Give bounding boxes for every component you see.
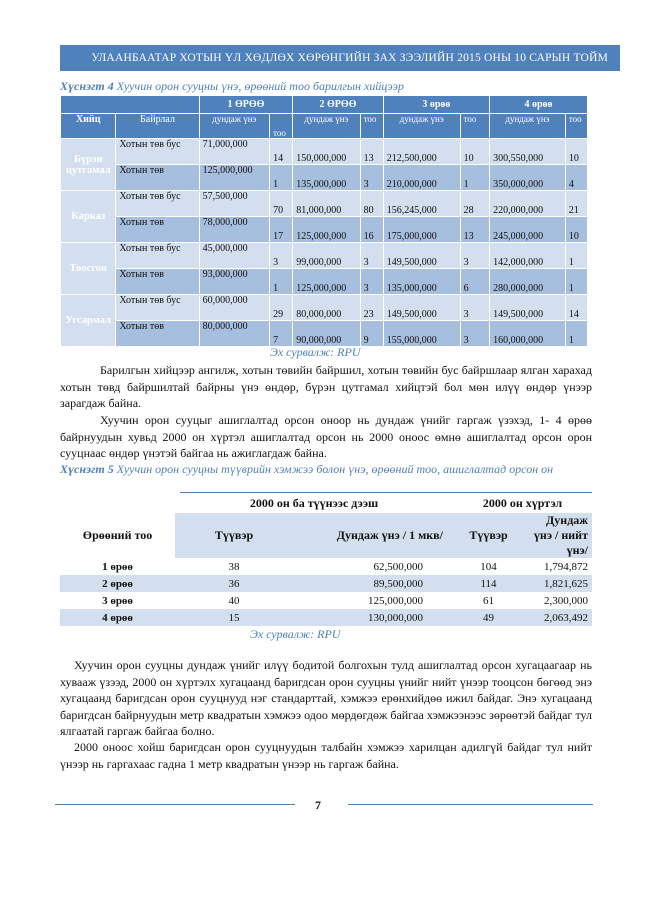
table-row [60, 575, 592, 592]
price-cell: 135,000,000 [293, 165, 360, 191]
table5-caption-text: Хуучин орон сууцны түүврийн хэмжээ болон үнэ, өрөөний тоо, ашиглалтад орсон он [113, 462, 554, 476]
table-row [60, 592, 592, 609]
count-cell: 1 [270, 269, 293, 295]
price-cell: 78,000,000 [199, 217, 270, 243]
count-cell: 21 [565, 191, 587, 217]
col-avg-price-header: дундаж үнэ [490, 114, 566, 139]
price-cell: 90,000,000 [293, 321, 360, 347]
rooms-cell: 3 өрөө [60, 592, 175, 609]
price-cell: 57,500,000 [199, 191, 270, 217]
location-cell: Хотын төв [116, 165, 199, 191]
count-cell: 1 [565, 269, 587, 295]
price-cell: 212,500,000 [383, 139, 460, 165]
location-cell: Хотын төв бус [116, 191, 199, 217]
table-row [61, 165, 588, 191]
count-cell: 13 [360, 139, 383, 165]
col-avg-price-header: дундаж үнэ [293, 114, 360, 139]
count-cell: 10 [565, 217, 587, 243]
col-type-header: Хийц [61, 114, 116, 139]
count-cell: 4 [565, 165, 587, 191]
table4-caption [60, 79, 404, 94]
price-cell: 245,000,000 [490, 217, 566, 243]
sample-cell: 114 [453, 575, 524, 592]
table5-column-header-row [60, 513, 592, 558]
price-cell: 210,000,000 [383, 165, 460, 191]
col-avg-price-header: дундаж үнэ [199, 114, 270, 139]
price-cell: 160,000,000 [490, 321, 566, 347]
price-cell: 62,500,000 [293, 558, 453, 575]
table-row [61, 295, 588, 321]
col-sample-header: Түүвэр [175, 513, 293, 558]
room-header-4: 4 өрөө [490, 96, 588, 114]
price-cell: 125,000,000 [293, 592, 453, 609]
paragraph-2: Хуучин орон сууцыг ашиглалтад орсон оноор нь дундаж үнийг гаргаж үзэхэд, 1- 4 өрөө байрнуудын хувьд 2000 он хүртэл ашиглалтад орсон нь 2000 оноос өмнө ашиглалтад орсон орон сууцнаас өндөр үнэтэй байгаа нь ажиглагдаж байна. [60, 413, 592, 460]
table-row [61, 191, 588, 217]
footer-rule-left [55, 804, 295, 805]
table5-group-header-row [60, 493, 592, 513]
count-cell: 23 [360, 295, 383, 321]
sample-cell: 61 [453, 592, 524, 609]
price-cell: 300,550,000 [490, 139, 566, 165]
price-cell: 125,000,000 [293, 269, 360, 295]
count-cell: 9 [360, 321, 383, 347]
count-cell: 3 [360, 269, 383, 295]
price-cell: 60,000,000 [199, 295, 270, 321]
paragraph-1: Барилгын хийцээр ангилж, хотын төвийн байршил, хотын төвийн бус байршлаар ялган харахад хотын төвд байршилтай байрны үнэ өндөр, бүрэн цутгамал хийцтэй бол мөн илүү өндөр үнээр зарагдаж байна. [60, 363, 592, 410]
count-cell: 3 [460, 243, 489, 269]
count-cell: 80 [360, 191, 383, 217]
price-cell: 142,000,000 [490, 243, 566, 269]
rooms-cell: 4 өрөө [60, 609, 175, 626]
table4-column-header-row [61, 114, 588, 139]
location-cell: Хотын төв бус [116, 139, 199, 165]
price-cell: 99,000,000 [293, 243, 360, 269]
col-count-header: тоо [270, 114, 293, 139]
count-cell: 13 [460, 217, 489, 243]
location-cell: Хотын төв [116, 321, 199, 347]
table5-caption-label: Хүснэгт 5 [60, 462, 114, 476]
structure-type-cell: Тоосгон [61, 243, 116, 295]
table-row [60, 558, 592, 575]
price-cell: 135,000,000 [383, 269, 460, 295]
table-row [61, 217, 588, 243]
price-cell: 125,000,000 [199, 165, 270, 191]
room-header-2: 2 ӨРӨӨ [293, 96, 384, 114]
price-cell: 130,000,000 [293, 609, 453, 626]
table-row [60, 609, 592, 626]
sample-cell: 15 [175, 609, 293, 626]
count-cell: 6 [460, 269, 489, 295]
count-cell: 17 [270, 217, 293, 243]
count-cell: 29 [270, 295, 293, 321]
footer-rule-right [348, 804, 593, 805]
price-cell: 149,500,000 [383, 243, 460, 269]
rooms-cell: 2 өрөө [60, 575, 175, 592]
count-cell: 1 [565, 243, 587, 269]
structure-type-cell: Угсармал [61, 295, 116, 347]
page-number: 7 [315, 798, 321, 812]
count-cell: 1 [565, 321, 587, 347]
count-cell: 1 [270, 165, 293, 191]
count-cell: 3 [460, 295, 489, 321]
location-cell: Хотын төв бус [116, 295, 199, 321]
count-cell: 70 [270, 191, 293, 217]
price-cell: 149,500,000 [383, 295, 460, 321]
paragraph-4: 2000 оноос хойш баригдсан орон сууцнуудын талбайн хэмжээ харилцан адилгүй байдаг тул нийт үнээр нь гаргахаас гадна 1 метр квадратын үнээр нь гаргаж байна. [60, 740, 592, 771]
col-price-sqm-header: Дундаж үнэ / 1 мкв/ [293, 513, 453, 558]
price-cell: 175,000,000 [383, 217, 460, 243]
col-location-header: Байрлал [116, 114, 199, 139]
room-header-1: 1 ӨРӨӨ [199, 96, 293, 114]
count-cell: 3 [460, 321, 489, 347]
structure-type-cell: Карказ [61, 191, 116, 243]
sample-cell: 49 [453, 609, 524, 626]
count-cell: 14 [565, 295, 587, 321]
table5-source: Эх сурвалж: RPU [250, 627, 341, 641]
table-row [61, 269, 588, 295]
price-cell: 155,000,000 [383, 321, 460, 347]
col-count-header: тоо [565, 114, 587, 139]
price-cell: 150,000,000 [293, 139, 360, 165]
table-row [61, 321, 588, 347]
price-cell: 350,000,000 [490, 165, 566, 191]
table4-room-header-row [61, 96, 588, 114]
count-cell: 3 [360, 243, 383, 269]
price-cell: 149,500,000 [490, 295, 566, 321]
price-cell: 280,000,000 [490, 269, 566, 295]
count-cell: 14 [270, 139, 293, 165]
price-cell: 81,000,000 [293, 191, 360, 217]
price-cell: 45,000,000 [199, 243, 270, 269]
table4-source: Эх сурвалж: RPU [270, 345, 361, 359]
group-b-header: 2000 он хүртэл [482, 495, 563, 510]
price-cell: 1,821,625 [524, 575, 592, 592]
count-cell: 3 [360, 165, 383, 191]
price-cell: 2,300,000 [524, 592, 592, 609]
table5-caption [60, 461, 590, 477]
sample-cell: 38 [175, 558, 293, 575]
table5-sample-price-by-year [60, 493, 592, 626]
col-sample-header: Түүвэр [453, 513, 524, 558]
structure-type-cell: Бүрэн цутгамал [61, 139, 116, 191]
count-cell: 10 [460, 139, 489, 165]
count-cell: 16 [360, 217, 383, 243]
table4-caption-text: Хуучин орон сууцны үнэ, өрөөний тоо барилгын хийцээр [113, 79, 404, 93]
sample-cell: 40 [175, 592, 293, 609]
price-cell: 125,000,000 [293, 217, 360, 243]
table4-caption-label: Хүснэгт 4 [60, 79, 114, 93]
table-row [61, 139, 588, 165]
location-cell: Хотын төв [116, 269, 199, 295]
count-cell: 28 [460, 191, 489, 217]
count-cell: 7 [270, 321, 293, 347]
count-cell: 10 [565, 139, 587, 165]
col-rooms-header: Өрөөний тоо [60, 513, 175, 558]
col-price-total-header: Дундаж үнэ / нийт үнэ/ [524, 513, 592, 558]
rooms-cell: 1 өрөө [60, 558, 175, 575]
price-cell: 93,000,000 [199, 269, 270, 295]
col-count-header: тоо [460, 114, 489, 139]
location-cell: Хотын төв бус [116, 243, 199, 269]
col-count-header: тоо [360, 114, 383, 139]
price-cell: 71,000,000 [199, 139, 270, 165]
room-header-3: 3 өрөө [383, 96, 489, 114]
count-cell: 1 [460, 165, 489, 191]
count-cell: 3 [270, 243, 293, 269]
table4-housing-prices-by-structure [60, 95, 588, 347]
price-cell: 89,500,000 [293, 575, 453, 592]
price-cell: 220,000,000 [490, 191, 566, 217]
page-header-banner: УЛААНБААТАР ХОТЫН ҮЛ ХӨДЛӨХ ХӨРӨНГИЙН ЗАХ ЗЭЭЛИЙН 2015 ОНЫ 10 САРЫН ТОЙМ [60, 45, 620, 71]
table-row [61, 243, 588, 269]
paragraph-3: Хуучин орон сууцны дундаж үнийг илүү бодитой болгохын тулд ашиглалтад орсон хугацаагаар нь хувааж үзээд, 2000 он хүртэлх хугацаанд баригдсан орон сууцны үнийг нийт үнээр тооцсон бөгөөд энэ хугацаанд баригдсан орон сууцнууд нэг стандарттай, хэмжээ ерөнхийдөө ижил байдаг. Энэ хугацаанд баригдсан байрнуудын метр квадратын хэмжээ одоо мөрдөгдөж байгаа хэмжээнээс зөрөөтэй байдаг тул ялгаатай гаргаж байгаа болно. [60, 658, 592, 738]
location-cell: Хотын төв [116, 217, 199, 243]
price-cell: 156,245,000 [383, 191, 460, 217]
sample-cell: 36 [175, 575, 293, 592]
price-cell: 80,000,000 [199, 321, 270, 347]
group-a-header: 2000 он ба түүнээс дээш [249, 495, 379, 510]
price-cell: 80,000,000 [293, 295, 360, 321]
sample-cell: 104 [453, 558, 524, 575]
price-cell: 2,063,492 [524, 609, 592, 626]
price-cell: 1,794,872 [524, 558, 592, 575]
col-avg-price-header: дундаж үнэ [383, 114, 460, 139]
